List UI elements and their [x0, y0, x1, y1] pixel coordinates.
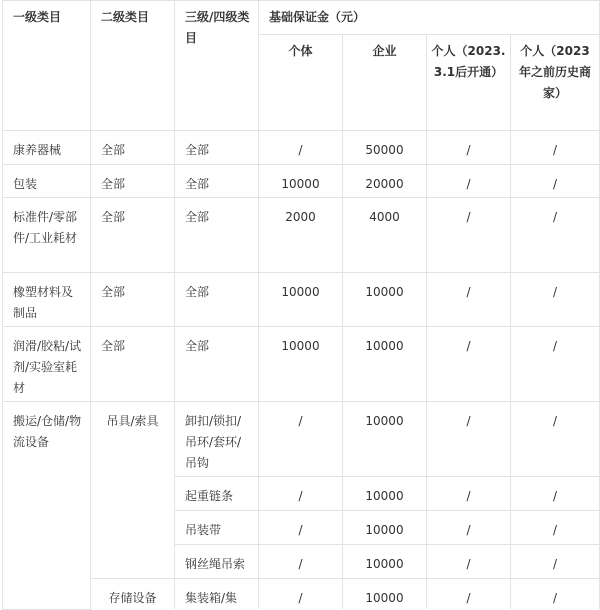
cell-individual: 2000 [259, 198, 343, 273]
cell-person-old: / [511, 327, 600, 402]
cell-individual: / [259, 131, 343, 165]
cell-individual: 10000 [259, 165, 343, 198]
cell-company: 10000 [343, 273, 427, 327]
cell-person-new: / [427, 545, 511, 579]
cell-level3: 卸扣/锁扣/吊环/套环/吊钩 [175, 402, 259, 477]
cell-level1: 标准件/零部件/工业耗材 [3, 198, 91, 273]
cell-company: 20000 [343, 165, 427, 198]
table-row [3, 327, 600, 402]
cell-person-old: / [511, 579, 600, 610]
cell-individual: / [259, 579, 343, 610]
cell-level1: 润滑/胶粘/试剂/实验室耗材 [3, 327, 91, 402]
cell-company: 10000 [343, 579, 427, 610]
cell-person-old: / [511, 477, 600, 511]
header-level2: 二级类目 [91, 1, 175, 131]
cell-person-new: / [427, 402, 511, 477]
cell-level3: 吊装带 [175, 511, 259, 545]
cell-person-new: / [427, 165, 511, 198]
cell-level1: 橡塑材料及制品 [3, 273, 91, 327]
header-person-old: 个人（2023年之前历史商家） [511, 35, 600, 131]
cell-person-old: / [511, 198, 600, 273]
cell-person-old: / [511, 545, 600, 579]
table-row [3, 402, 600, 477]
header-level3: 三级/四级类目 [175, 1, 259, 131]
cell-level3: 全部 [175, 165, 259, 198]
cell-individual: / [259, 545, 343, 579]
cell-person-new: / [427, 511, 511, 545]
cell-company: 4000 [343, 198, 427, 273]
header-deposit: 基础保证金（元） [259, 1, 600, 35]
cell-person-new: / [427, 579, 511, 610]
cell-level2: 全部 [91, 273, 175, 327]
cell-level3: 集装箱/集 [175, 579, 259, 610]
cell-level2: 全部 [91, 198, 175, 273]
cell-company: 10000 [343, 511, 427, 545]
cell-company: 10000 [343, 545, 427, 579]
header-person-new: 个人（2023.3.1后开通） [427, 35, 511, 131]
cell-person-old: / [511, 165, 600, 198]
cell-company: 10000 [343, 477, 427, 511]
cell-person-new: / [427, 131, 511, 165]
header-individual: 个体 [259, 35, 343, 131]
table-row [3, 165, 600, 198]
cell-level2: 全部 [91, 131, 175, 165]
cell-level2: 全部 [91, 165, 175, 198]
header-company: 企业 [343, 35, 427, 131]
table-row [3, 131, 600, 165]
cell-person-new: / [427, 327, 511, 402]
cell-level1: 康养器械 [3, 131, 91, 165]
cell-level1: 包装 [3, 165, 91, 198]
cell-person-old: / [511, 273, 600, 327]
table-row [3, 579, 600, 610]
cell-individual: 10000 [259, 273, 343, 327]
cell-level3: 全部 [175, 131, 259, 165]
cell-level1: 搬运/仓储/物流设备 [3, 402, 91, 610]
cell-person-new: / [427, 198, 511, 273]
table-row [3, 198, 600, 273]
cell-person-new: / [427, 477, 511, 511]
cell-company: 10000 [343, 327, 427, 402]
cell-level2: 存储设备 [91, 579, 175, 610]
cell-company: 10000 [343, 402, 427, 477]
cell-level2: 全部 [91, 327, 175, 402]
cell-person-new: / [427, 273, 511, 327]
cell-level3: 钢丝绳吊索 [175, 545, 259, 579]
cell-company: 50000 [343, 131, 427, 165]
cell-person-old: / [511, 402, 600, 477]
cell-level3: 起重链条 [175, 477, 259, 511]
cell-person-old: / [511, 511, 600, 545]
cell-individual: 10000 [259, 327, 343, 402]
cell-level3: 全部 [175, 198, 259, 273]
cell-person-old: / [511, 131, 600, 165]
header-level1: 一级类目 [3, 1, 91, 131]
cell-level3: 全部 [175, 273, 259, 327]
table-row [3, 273, 600, 327]
cell-level3: 全部 [175, 327, 259, 402]
cell-level2: 吊具/索具 [91, 402, 175, 579]
cell-individual: / [259, 511, 343, 545]
cell-individual: / [259, 477, 343, 511]
cell-individual: / [259, 402, 343, 477]
header-row [3, 1, 600, 35]
deposit-table [2, 0, 600, 610]
